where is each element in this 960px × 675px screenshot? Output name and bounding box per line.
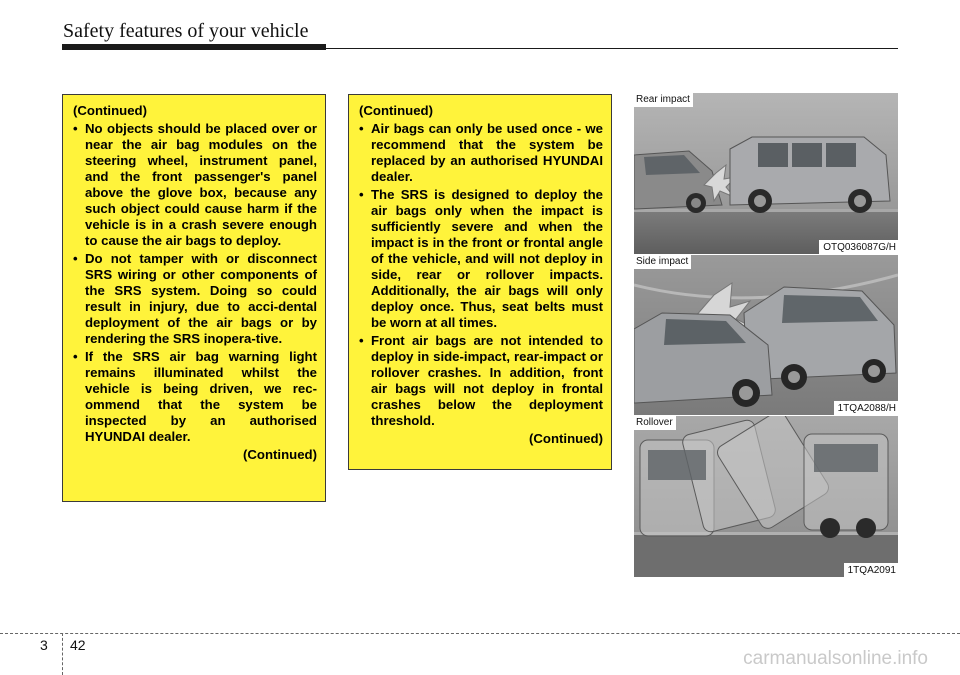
figure-label: Rollover [634, 416, 676, 430]
bullet-item: • No objects should be placed over or near the air bag modules on the steering wheel, instrument panel, and the front passenger's panel above the glove box, because any such object could cause harm if the vehicle is in a crash severe enough to cause the air bags to deploy. [73, 121, 317, 249]
bullet-list [73, 121, 317, 445]
warning-box-middle [348, 94, 612, 470]
figure-side-impact [634, 255, 898, 415]
header-rule [326, 48, 898, 49]
warning-box-left [62, 94, 326, 502]
continued-heading: (Continued) [359, 103, 433, 118]
bullet-item: • The SRS is designed to deploy the air bags only when the impact is sufficiently severe and when the impact is in the front or frontal angle of the vehicle, and will not deploy in side, rear or rollover impacts. Additionally, the air bags will only deploy once. Thus, seat belts must be worn at all times. [359, 187, 603, 331]
figure-label: Rear impact [634, 93, 693, 107]
continued-heading: (Continued) [73, 103, 147, 118]
rollover-illustration [634, 416, 898, 577]
page-header-title: Safety features of your vehicle [63, 20, 309, 42]
continued-tail: (Continued) [243, 447, 317, 462]
bullet-item: • Front air bags are not intended to deploy in side-impact, rear-impact or rollover crashes. In addition, front air bags will not deploy in frontal crashes below the deployment threshold. [359, 333, 603, 429]
side-impact-illustration [634, 255, 898, 415]
watermark-text: carmanualsonline.info [743, 648, 928, 669]
rear-impact-illustration [634, 93, 898, 254]
continued-tail: (Continued) [529, 431, 603, 446]
footer-dashed-divider [62, 633, 63, 675]
bullet-list [359, 121, 603, 429]
figure-code: 1TQA2088/H [834, 401, 898, 415]
footer-dashed-rule [0, 633, 960, 634]
bullet-item: • If the SRS air bag warning light remains illuminated whilst the vehicle is being driven, we rec-ommend that the system be inspected by an authorised HYUNDAI dealer. [73, 349, 317, 445]
bullet-item: • Air bags can only be used once - we recommend that the system be replaced by an authorised HYUNDAI dealer. [359, 121, 603, 185]
header-bar [62, 44, 326, 50]
page-number: 42 [70, 637, 86, 653]
bullet-item: • Do not tamper with or disconnect SRS wiring or other components of the SRS system. Doing so could result in injury, due to acci-dental deployment of the air bags or by rendering the SRS inopera-tive. [73, 251, 317, 347]
figure-rollover [634, 416, 898, 577]
figure-rear-impact [634, 93, 898, 254]
section-number: 3 [40, 637, 48, 653]
figure-label: Side impact [634, 255, 691, 269]
figure-code: 1TQA2091 [844, 563, 898, 577]
figure-code: OTQ036087G/H [819, 240, 898, 254]
